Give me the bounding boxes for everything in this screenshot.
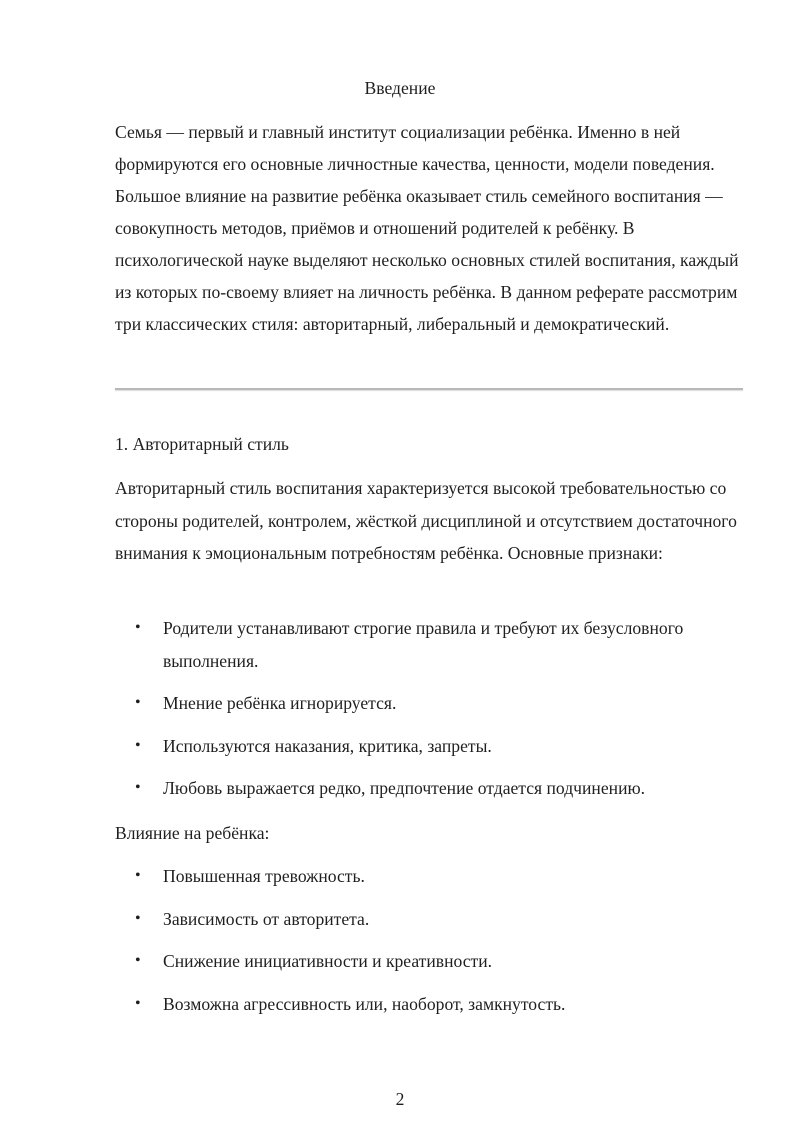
list-item-text: Мнение ребёнка игнорируется. bbox=[163, 693, 397, 713]
bullet-icon: • bbox=[135, 952, 141, 969]
signs-list bbox=[115, 612, 745, 815]
section-title: 1. Авторитарный стиль bbox=[115, 434, 289, 454]
bullet-icon: • bbox=[135, 867, 141, 884]
list-item bbox=[115, 945, 745, 978]
bullet-icon: • bbox=[135, 909, 141, 927]
list-item-text: Возможна агрессивность или, наоборот, замкнутость. bbox=[163, 993, 566, 1014]
bullet-icon: • bbox=[135, 994, 141, 1012]
list-item-text: Любовь выражается редко, предпочтение отдается подчинению. bbox=[163, 778, 646, 798]
list-item bbox=[115, 988, 745, 1021]
bullet-icon: • bbox=[135, 779, 141, 796]
list-item-text: Родители устанавливают строгие правила и требуют их безусловного выполнения. bbox=[163, 618, 684, 671]
bullet-icon: • bbox=[135, 619, 141, 636]
list-item-text: Повышенная тревожность. bbox=[163, 866, 365, 886]
bullet-icon: • bbox=[135, 736, 141, 754]
list-item-text: Используются наказания, критика, запреты. bbox=[163, 735, 492, 756]
influence-label: Влияние на ребёнка: bbox=[115, 823, 270, 843]
list-item bbox=[115, 730, 745, 763]
influences-list bbox=[115, 860, 745, 1030]
list-item bbox=[115, 903, 745, 936]
page-heading: Введение bbox=[364, 78, 436, 98]
section-paragraph: Авторитарный стиль воспитания характеризуется высокой требовательностью со стороны родителей, контролем, жёсткой дисциплиной и отсутствием достаточного внимания к эмоциональным потребностям ребёнка. Основные признаки: bbox=[115, 478, 737, 563]
list-item bbox=[115, 612, 745, 677]
page-number: 2 bbox=[395, 1089, 405, 1109]
bullet-icon: • bbox=[135, 694, 141, 711]
list-item-text: Снижение инициативности и креативности. bbox=[163, 951, 493, 971]
intro-paragraph: Семья — первый и главный институт социализации ребёнка. Именно в ней формируются его основные личностные качества, ценности, модели поведения. Большое влияние на развитие ребёнка оказывает стиль семейного воспитания — совокупность методов, приёмов и отношений родителей к ребёнку. В психологической науке выделяют несколько основных стилей воспитания, каждый из которых по-своему влияет на личность ребёнка. В данном реферате рассмотрим три классических стиля: авторитарный, либеральный и демократический. bbox=[115, 122, 739, 334]
list-item bbox=[115, 772, 745, 805]
list-item-text: Зависимость от авторитета. bbox=[163, 908, 370, 929]
section-divider bbox=[115, 388, 743, 390]
list-item bbox=[115, 687, 745, 720]
list-item bbox=[115, 860, 745, 893]
